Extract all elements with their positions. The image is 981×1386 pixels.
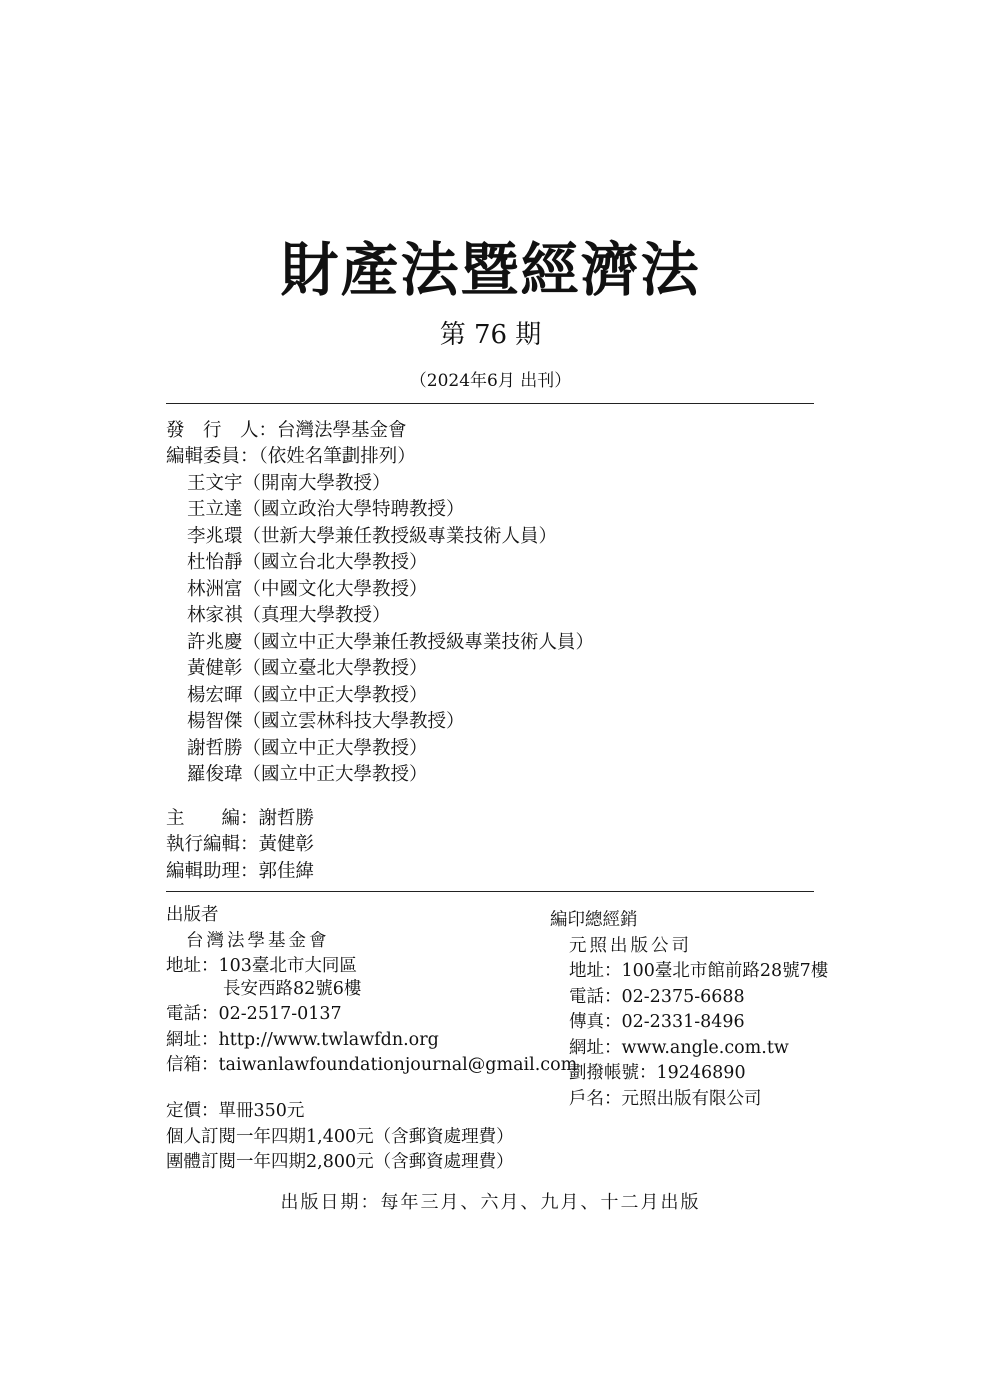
board-member: 杜怡靜（國立台北大學教授） xyxy=(187,552,428,573)
publisher-heading: 出版者 xyxy=(166,905,219,925)
board-member: 林家祺（真理大學教授） xyxy=(187,605,391,626)
editorial-assistant: 編輯助理：郭佳緯 xyxy=(166,861,315,882)
board-member: 楊智傑（國立雲林科技大學教授） xyxy=(187,711,465,732)
publisher-email: 信箱：taiwanlawfoundationjournal@gmail.com xyxy=(166,1055,578,1075)
publisher-address-line2: 長安西路82號6樓 xyxy=(223,978,362,999)
price-single: 定價：單冊350元 xyxy=(166,1101,305,1121)
distributor-address: 地址：100臺北市館前路28號7樓 xyxy=(569,961,829,981)
publisher-website: 網址：http://www.twlawfdn.org xyxy=(166,1029,439,1050)
board-member: 黃健彰（國立臺北大學教授） xyxy=(187,658,428,679)
executive-editor: 執行編輯：黃健彰 xyxy=(166,834,315,855)
publisher-info xyxy=(166,903,577,1079)
distributor-phone: 電話：02-2375-6688 xyxy=(569,986,745,1007)
board-member: 王文宇（開南大學教授） xyxy=(187,473,391,494)
board-member: 王立達（國立政治大學特聘教授） xyxy=(187,499,465,520)
board-member: 謝哲勝（國立中正大學教授） xyxy=(187,738,428,759)
distributor-account-number: 劃撥帳號：19246890 xyxy=(569,1063,746,1083)
publisher-line: 發 行 人：台灣法學基金會 xyxy=(166,420,407,441)
board-heading: 編輯委員：（依姓名筆劃排列） xyxy=(166,446,416,467)
publisher-phone: 電話：02-2517-0137 xyxy=(166,1004,342,1024)
distributor-website: 網址：www.angle.com.tw xyxy=(569,1037,789,1058)
pricing-info xyxy=(166,1099,514,1176)
board-member: 楊宏暉（國立中正大學教授） xyxy=(187,685,428,706)
publisher-address-line1: 地址：103臺北市大同區 xyxy=(166,956,357,976)
journal-title: 財產法暨經濟法 xyxy=(280,236,701,304)
distributor-info xyxy=(550,908,828,1112)
bottom-divider xyxy=(166,891,814,892)
issue-number: 第 76 期 xyxy=(439,320,542,350)
price-personal-subscription: 個人訂閱一年四期1,400元（含郵資處理費） xyxy=(166,1126,514,1147)
distributor-fax: 傳真：02-2331-8496 xyxy=(569,1012,745,1032)
distributor-heading: 編印總經銷 xyxy=(550,910,638,930)
distributor-account-name: 戶名：元照出版有限公司 xyxy=(569,1088,762,1109)
price-group-subscription: 團體訂閱一年四期2,800元（含郵資處理費） xyxy=(166,1152,514,1172)
board-member: 李兆環（世新大學兼任教授級專業技術人員） xyxy=(187,526,558,547)
publisher-name: 台灣法學基金會 xyxy=(186,930,330,951)
board-member: 羅俊瑋（國立中正大學教授） xyxy=(187,764,428,785)
publication-schedule: 出版日期：每年三月、六月、九月、十二月出版 xyxy=(280,1192,701,1213)
top-divider xyxy=(166,403,814,404)
chief-editor: 主 編：謝哲勝 xyxy=(166,808,315,829)
board-member: 許兆慶（國立中正大學兼任教授級專業技術人員） xyxy=(187,632,595,653)
distributor-name: 元照出版公司 xyxy=(569,935,692,956)
publication-date: （2024年6月 出刊） xyxy=(409,371,572,391)
board-member: 林洲富（中國文化大學教授） xyxy=(187,579,428,600)
